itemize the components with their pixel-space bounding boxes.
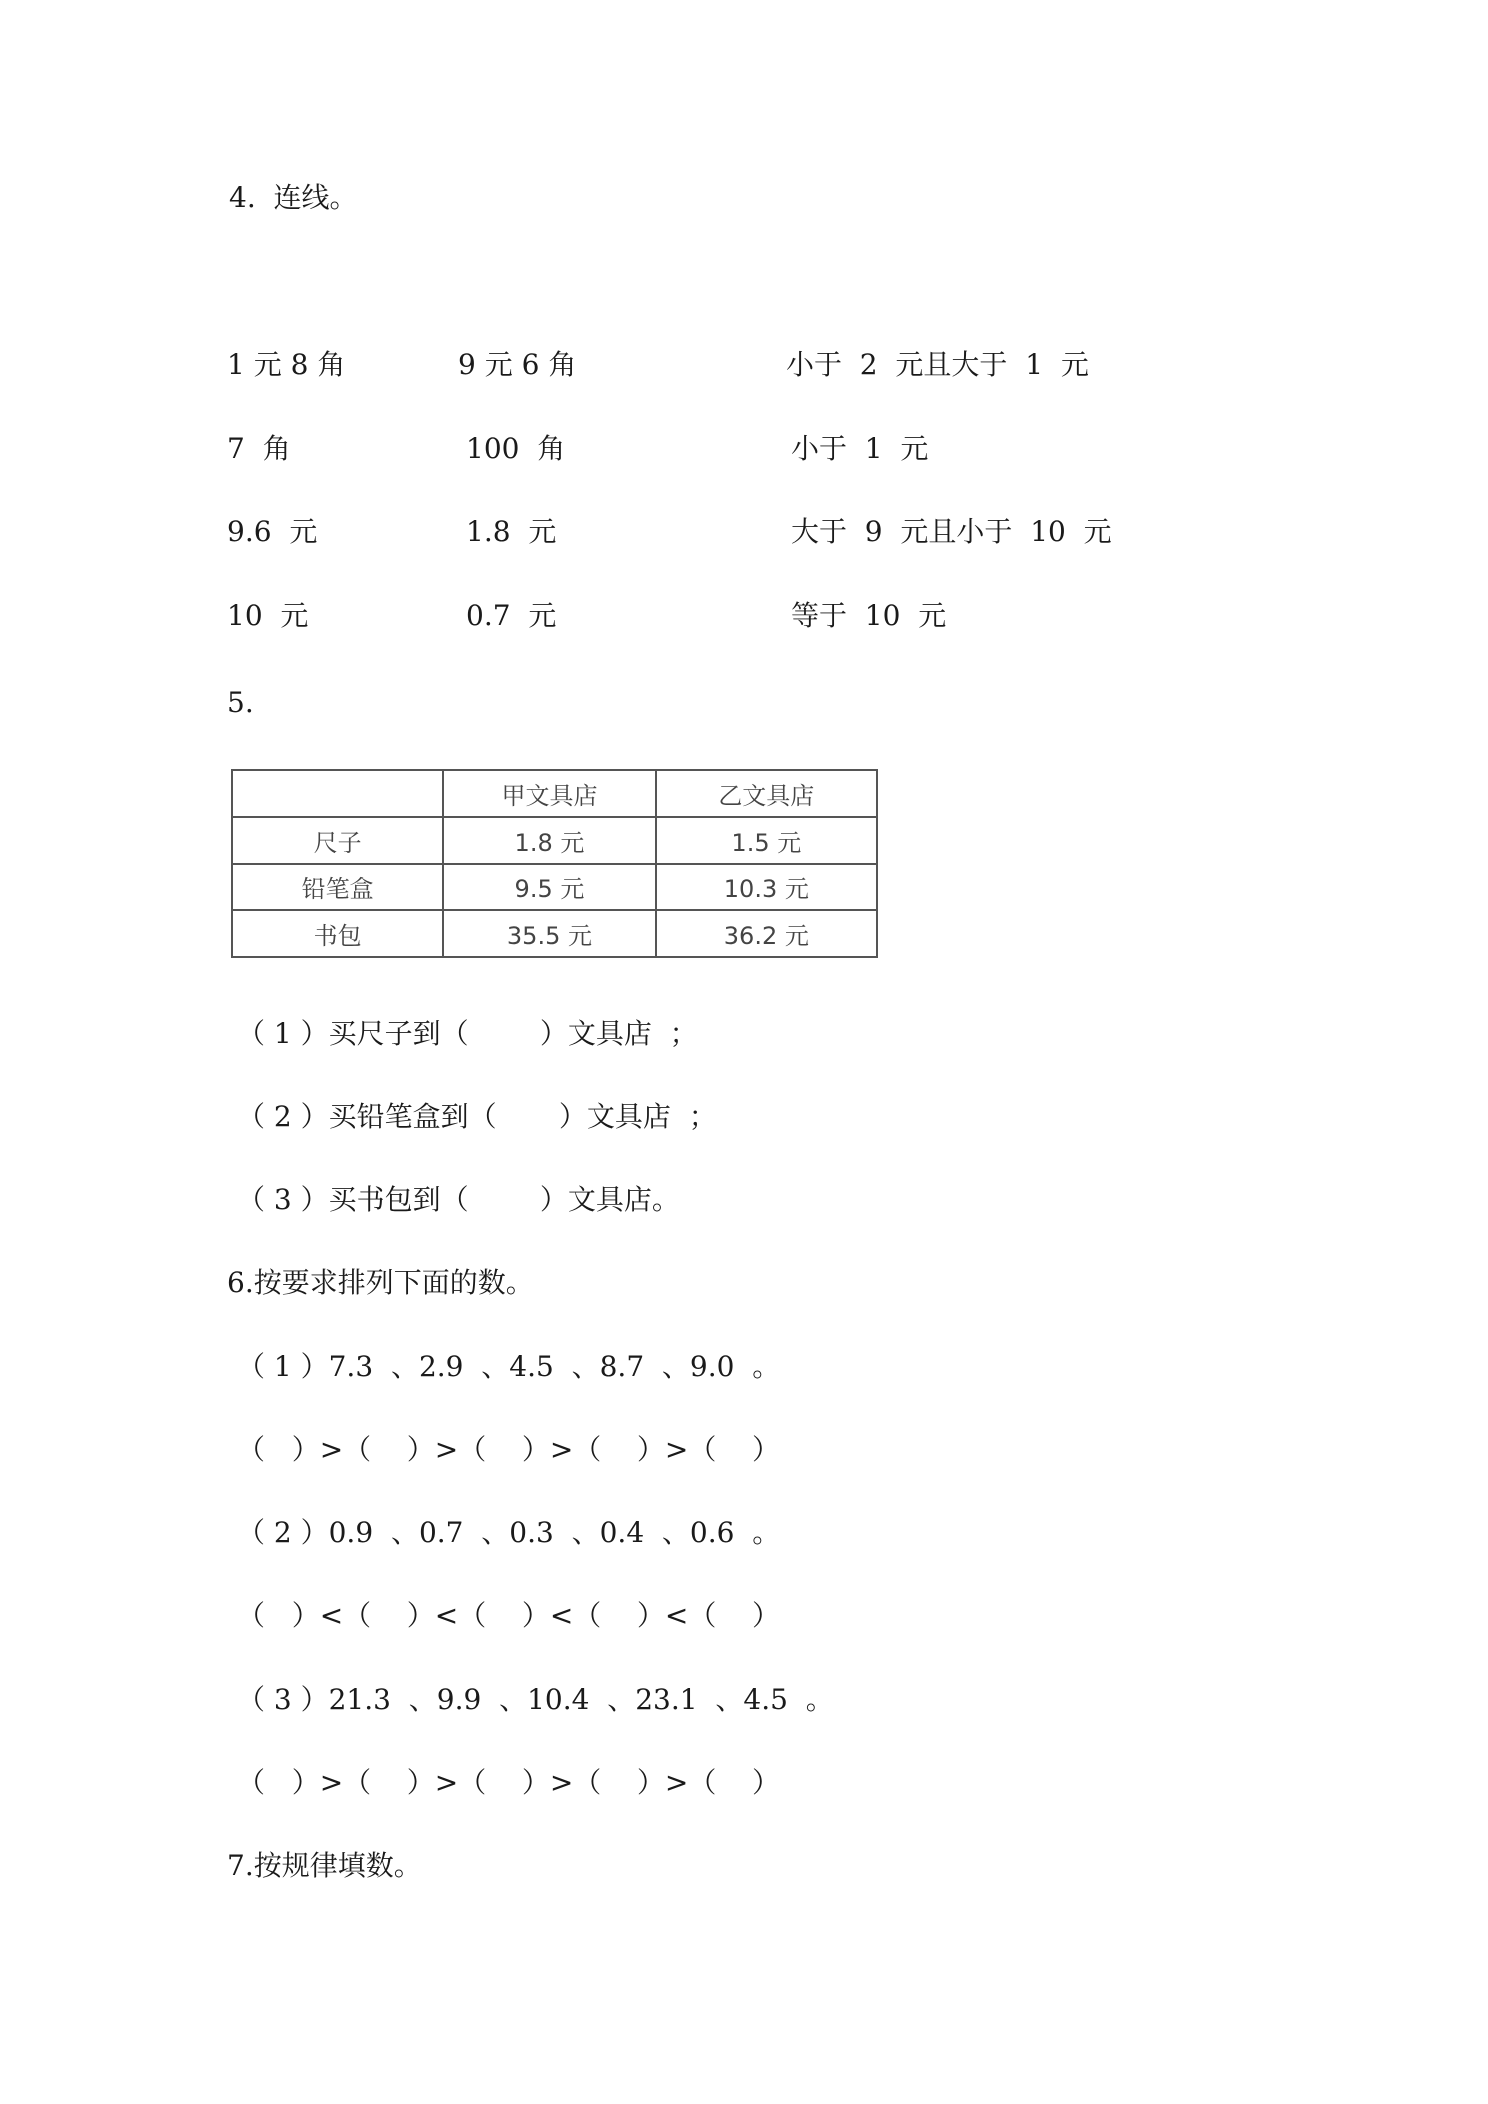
q7-title: 7.按规律填数。 (227, 1849, 422, 1882)
table-row-label: 铅笔盒 (232, 864, 443, 911)
table-header-row (232, 770, 877, 817)
q4-left-item-4: 10 元 (227, 599, 309, 632)
q6-line: （ 3 ）21.3 、9.9 、10.4 、23.1 、4.5 。 (237, 1683, 834, 1716)
q4-left-item-2: 7 角 (227, 432, 291, 465)
q6-line: （ 1 ）7.3 、2.9 、4.5 、8.7 、9.0 。 (237, 1350, 781, 1383)
table-header-cell (232, 770, 443, 817)
table-header-cell: 甲文具店 (443, 770, 655, 817)
q6-answer-line: （ ）>（ ）>（ ）>（ ）>（ ） (237, 1766, 780, 1799)
q4-middle-item-4: 0.7 元 (466, 599, 557, 632)
table-cell: 9.5 元 (443, 864, 655, 911)
q4-middle-item-1: 9 元 6 角 (458, 348, 577, 381)
q4-right-item-2: 小于 1 元 (791, 432, 929, 465)
q6-answer-line: （ ）>（ ）>（ ）>（ ）>（ ） (237, 1433, 780, 1466)
q5-title: 5. (227, 686, 254, 719)
q6-answer-line: （ ）<（ ）<（ ）<（ ）<（ ） (237, 1599, 780, 1632)
q6-line: （ 2 ）0.9 、0.7 、0.3 、0.4 、0.6 。 (237, 1516, 781, 1549)
q4-right-item-1: 小于 2 元且大于 1 元 (786, 348, 1089, 381)
table-row-label: 尺子 (232, 817, 443, 864)
q4-right-item-4: 等于 10 元 (791, 599, 947, 632)
table-row-label: 书包 (232, 910, 443, 957)
q4-right-item-3: 大于 9 元且小于 10 元 (791, 515, 1112, 548)
q6-title: 6.按要求排列下面的数。 (227, 1266, 534, 1299)
q4-left-item-1: 1 元 8 角 (227, 348, 346, 381)
q5-question-2: （ 2 ）买铅笔盒到（ ）文具店 ； (237, 1100, 717, 1133)
q4-left-item-3: 9.6 元 (227, 515, 318, 548)
table-cell: 10.3 元 (656, 864, 877, 911)
q4-title: 4. 连线。 (229, 181, 358, 214)
table-cell: 1.8 元 (443, 817, 655, 864)
table-header-cell: 乙文具店 (656, 770, 877, 817)
table-cell: 1.5 元 (656, 817, 877, 864)
table-row (232, 910, 877, 957)
table-cell: 35.5 元 (443, 910, 655, 957)
q4-middle-item-2: 100 角 (466, 432, 566, 465)
q4-middle-item-3: 1.8 元 (466, 515, 557, 548)
q5-question-1: （ 1 ）买尺子到（ ）文具店 ； (237, 1017, 698, 1050)
q5-question-3: （ 3 ）买书包到（ ）文具店。 (237, 1183, 680, 1216)
table-cell: 36.2 元 (656, 910, 877, 957)
table-row (232, 817, 877, 864)
table-row (232, 864, 877, 911)
price-table (231, 769, 878, 958)
